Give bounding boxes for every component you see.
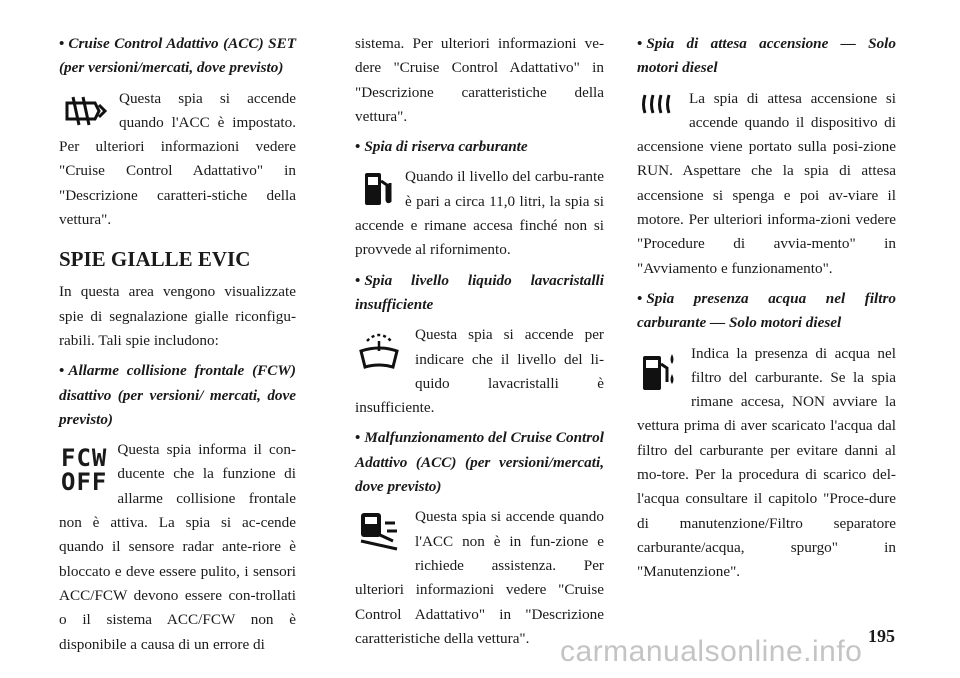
column-2 xyxy=(355,32,604,657)
water-text: Indica la presenza di acqua nel filtro del carburante. Se la spia rimane accesa, NON avviare la vettura prima di aver scaricato l'acqua dal filtro del carburante per evitare danni al mo-tore. Per la procedura di scarico del-l'acqua consultare il capitolo "Proce-dure di manutenzione/Filtro separatore carburante/acqua, spurgo" in "Manutenzione". xyxy=(637,344,896,581)
washer-fluid-icon xyxy=(357,327,401,373)
page-number: 195 xyxy=(868,626,895,646)
acc-set-icon xyxy=(61,91,109,131)
fcw-text: Questa spia informa il con-ducente che la funzione di allarme collisione frontale non è attiva. La spia si ac-cende quando il sensore radar ante-riore è bloccato e deve essere pulito, i sensori ACC/FCW devono essere con-trollati o il sistema ACC/FCW non è disponibile a causa di un errore di xyxy=(59,441,296,653)
glow-block xyxy=(637,87,896,287)
washer-heading: • Spia livello liquido lavacristalli insufficiente xyxy=(355,271,604,313)
column-1 xyxy=(59,32,296,663)
watermark: carmanualsonline.info xyxy=(560,635,863,668)
section-title: SPIE GIALLE EVIC xyxy=(59,247,251,272)
washer-block xyxy=(355,323,604,426)
fuel-pump-icon xyxy=(361,169,395,209)
acc-fault-text: Questa spia si accende quando l'ACC non è in fun-zione e richiede assistenza. Per ulteriori informazioni vedere "Cruise Control Adattativo" in "Descrizione caratteristiche della vettura". xyxy=(355,508,604,647)
fcw-off-icon xyxy=(61,444,108,497)
continuation-text: sistema. Per ulteriori informazioni ve-dere "Cruise Control Adattativo" in "Descrizione caratteristiche della vettura". xyxy=(355,35,604,125)
acc-set-block xyxy=(59,87,296,239)
glow-plug-icon xyxy=(639,91,679,117)
fcw-icon-line1: FCW xyxy=(61,444,108,473)
washer-text: Questa spia si accende per indicare che il livello del li-quido lavacristalli è insufficiente. xyxy=(355,326,604,417)
column-3 xyxy=(637,32,896,591)
glow-heading: • Spia di attesa accensione — Solo motori diesel xyxy=(637,35,896,77)
acc-fault-icon xyxy=(357,509,401,553)
acc-fault-heading: • Malfunzionamento del Cruise Control Adattivo (ACC) (per versioni/mercati, dove previsto) xyxy=(355,429,604,496)
water-in-fuel-icon xyxy=(639,350,677,394)
water-block xyxy=(637,342,896,591)
fuel-heading: • Spia di riserva carburante xyxy=(355,138,528,156)
fuel-text: Quando il livello del carbu-rante è pari a circa 11,0 litri, la spia si accende e rimane accesa finché non si provvede al rifornimento. xyxy=(355,168,604,259)
acc-set-text: Questa spia si accende quando l'ACC è impostato. Per ulteriori informazioni vedere "Cruise Control Adattativo" in "Descrizione caratteri-stiche della vettura". xyxy=(59,89,296,229)
fcw-heading: • Allarme collisione frontale (FCW) disattivo (per versioni/ mercati, dove previsto) xyxy=(59,362,296,428)
fuel-block xyxy=(355,165,604,268)
glow-text: La spia di attesa accensione si accende quando il dispositivo di accensione viene portato sulla posi-zione RUN. Aspettare che la spia di attesa accensione si spenga e poi av-viare il motore. Per ulteriori informa-zioni vedere "Procedure di avvia-mento" in "Avviamento e funzionamento". xyxy=(637,89,896,277)
fcw-block xyxy=(59,438,296,663)
section-intro: In questa area vengono visualizzate spie di segnalazione gialle riconfigu-rabili. Tali spie includono: xyxy=(59,283,296,349)
fcw-icon-line2: OFF xyxy=(61,468,108,497)
water-heading: • Spia presenza acqua nel filtro carburante — Solo motori diesel xyxy=(637,289,896,332)
acc-set-heading: • Cruise Control Adattivo (ACC) SET (per versioni/mercati, dove previsto) xyxy=(59,35,296,77)
